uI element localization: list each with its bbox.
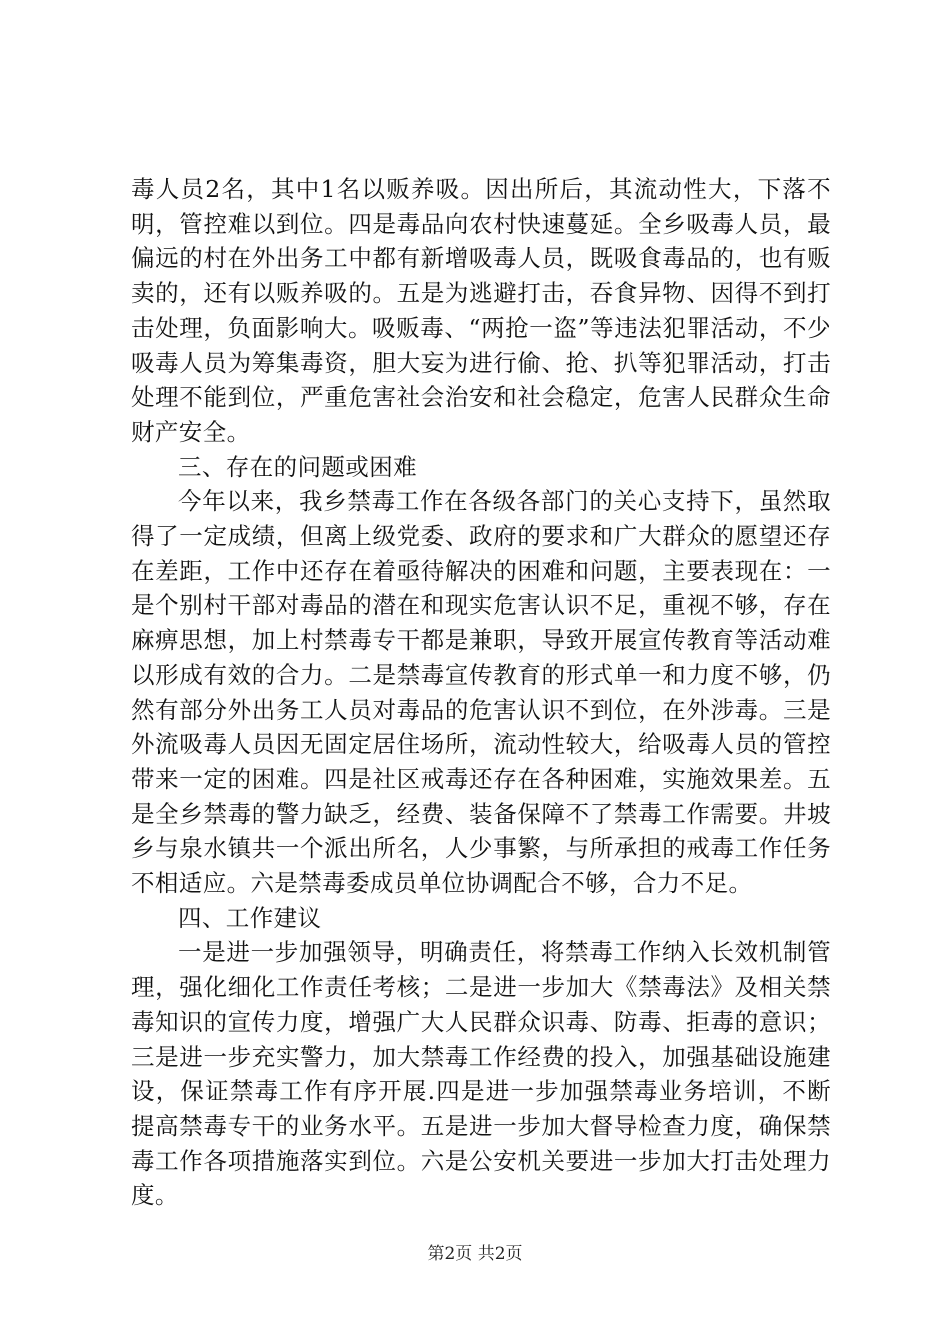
paragraph-problems: 今年以来，我乡禁毒工作在各级各部门的关心支持下，虽然取得了一定成绩，但离上级党委、政府的要求和广大群众的愿望还存在差距，工作中还存在着亟待解决的困难和问题，主要表现在：一是个别村干部对毒品的潜在和现实危害认识不足，重视不够，存在麻痹思想，加上村禁毒专干都是兼职，导致开展宣传教育等活动难以形成有效的合力。二是禁毒宣传教育的形式单一和力度不够，仍然有部分外出务工人员对毒品的危害认识不到位，在外涉毒。三是外流吸毒人员因无固定居住场所，流动性较大，给吸毒人员的管控带来一定的困难。四是社区戒毒还存在各种困难，实施效果差。五是全乡禁毒的警力缺乏，经费、装备保障不了禁毒工作需要。井坡乡与泉水镇共一个派出所名，人少事繁，与所承担的戒毒工作任务不相适应。六是禁毒委成员单位协调配合不够，合力不足。	[131, 487, 831, 898]
section-heading-problems: 三、存在的问题或困难	[178, 452, 417, 481]
document-body	[131, 172, 831, 1213]
paragraph-continued: 毒人员2名，其中1名以贩养吸。因出所后，其流动性大，下落不明，管控难以到位。四是毒品向农村快速蔓延。全乡吸毒人员，最偏远的村在外出务工中都有新增吸毒人员，既吸食毒品的，也有贩卖的，还有以贩养吸的。五是为逃避打击，吞食异物、因得不到打击处理，负面影响大。吸贩毒、“两抢一盗”等违法犯罪活动，不少吸毒人员为筹集毒资，胆大妄为进行偷、抢、扒等犯罪活动，打击处理不能到位，严重危害社会治安和社会稳定，危害人民群众生命财产安全。	[131, 175, 831, 446]
page-footer: 第2页 共2页	[427, 1244, 523, 1264]
section-heading-suggestions: 四、工作建议	[178, 903, 322, 932]
paragraph-suggestions: 一是进一步加强领导，明确责任，将禁毒工作纳入长效机制管理，强化细化工作责任考核；二是进一步加大《禁毒法》及相关禁毒知识的宣传力度，增强广大人民群众识毒、防毒、拒毒的意识；三是进一步充实警力，加大禁毒工作经费的投入，加强基础设施建设，保证禁毒工作有序开展.四是进一步加强禁毒业务培训，不断提高禁毒专干的业务水平。五是进一步加大督导检查力度，确保禁毒工作各项措施落实到位。六是公安机关要进一步加大打击处理力度。	[131, 938, 831, 1210]
